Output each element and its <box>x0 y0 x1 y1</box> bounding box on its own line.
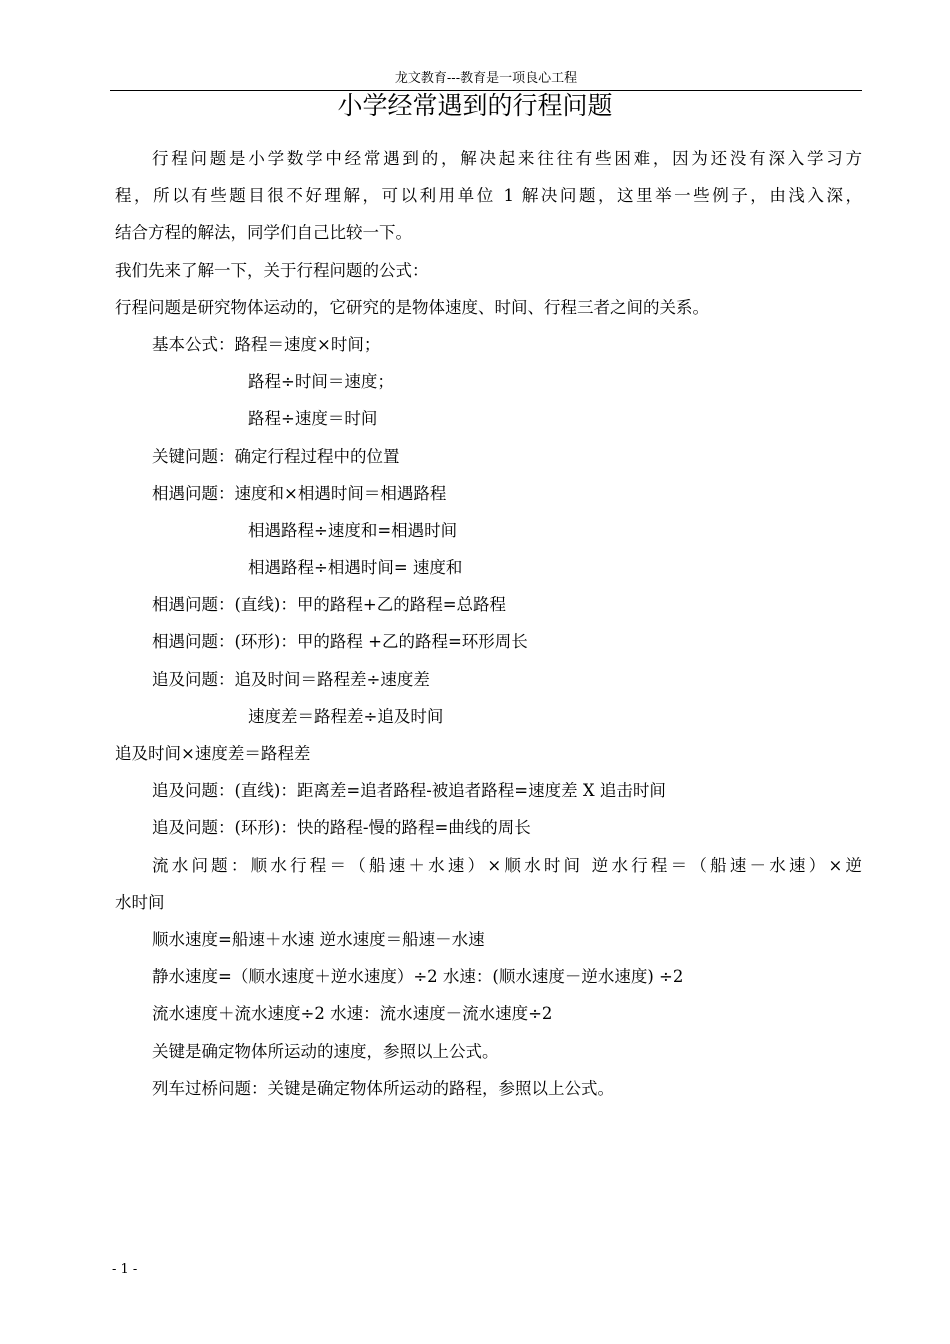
paragraph-line: 结合方程的解法，同学们自己比较一下。 <box>115 223 412 243</box>
formula-line: 追及问题：(环形)：快的路程-慢的路程=曲线的周长 <box>152 818 531 838</box>
formula-line: 水时间 <box>115 892 165 912</box>
formula-line: 路程÷时间＝速度； <box>248 372 394 392</box>
paragraph-line: 行程问题是小学数学中经常遇到的，解决起来往往有些困难，因为还没有深入学习方 <box>152 149 862 168</box>
formula-line: 相遇问题：速度和×相遇时间＝相遇路程 <box>152 483 447 503</box>
formula-line: 追及问题：追及时间＝路程差÷速度差 <box>152 669 430 689</box>
formula-line: 顺水速度=船速＋水速 逆水速度＝船速－水速 <box>152 929 485 949</box>
formula-line: 静水速度=（顺水速度＋逆水速度）÷2 水速：(顺水速度－逆水速度) ÷2 <box>152 967 684 987</box>
page-number: - 1 - <box>112 1262 138 1277</box>
formula-line: 相遇问题：(环形)：甲的路程 +乙的路程=环形周长 <box>152 632 528 652</box>
formula-line: 追及问题：(直线)：距离差=追者路程-被追者路程=速度差 X 追击时间 <box>152 781 666 801</box>
formula-line: 相遇问题：(直线)：甲的路程+乙的路程=总路程 <box>152 595 507 615</box>
formula-line: 流水速度＋流水速度÷2 水速：流水速度－流水速度÷2 <box>152 1004 553 1024</box>
paragraph-line: 列车过桥问题：关键是确定物体所运动的路程，参照以上公式。 <box>152 1078 614 1098</box>
paragraph-line: 程，所以有些题目很不好理解，可以利用单位 1 解决问题，这里举一些例子，由浅入深， <box>115 186 862 206</box>
formula-line: 流水问题：顺水行程＝（船速＋水速）×顺水时间 逆水行程＝（船速－水速）×逆 <box>152 855 862 875</box>
formula-line: 速度差＝路程差÷追及时间 <box>248 706 444 726</box>
document-body <box>115 140 862 1107</box>
formula-line: 关键问题：确定行程过程中的位置 <box>152 446 400 466</box>
formula-line: 基本公式：路程＝速度×时间； <box>152 334 381 354</box>
document-title: 小学经常遇到的行程问题 <box>337 91 613 120</box>
paragraph-line: 行程问题是研究物体运动的，它研究的是物体速度、时间、行程三者之间的关系。 <box>115 297 709 317</box>
paragraph-line: 我们先来了解一下，关于行程问题的公式： <box>115 260 429 280</box>
formula-line: 追及时间×速度差＝路程差 <box>115 744 311 763</box>
formula-line: 相遇路程÷速度和=相遇时间 <box>248 520 458 540</box>
formula-line: 路程÷速度＝时间 <box>248 409 378 429</box>
formula-line: 相遇路程÷相遇时间= 速度和 <box>248 558 463 578</box>
paragraph-line: 关键是确定物体所运动的速度，参照以上公式。 <box>152 1041 499 1061</box>
page-header: 龙文教育---教育是一项良心工程 <box>110 68 862 91</box>
